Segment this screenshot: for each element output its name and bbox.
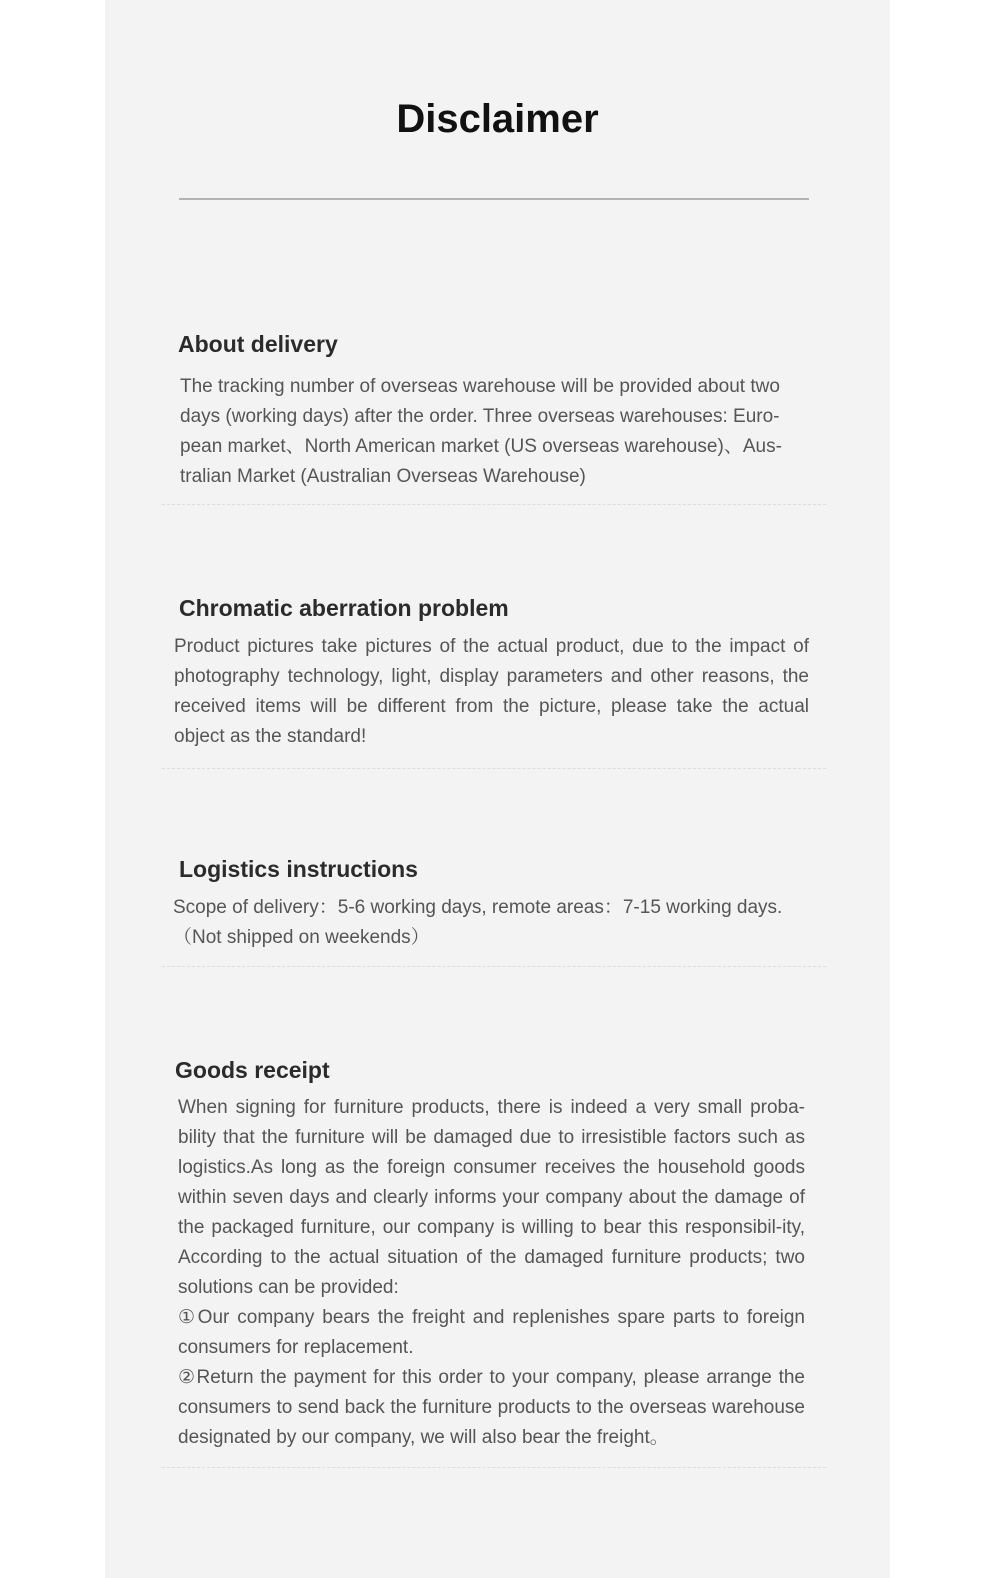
section-divider bbox=[162, 768, 826, 769]
receipt-option-1: ①Our company bears the freight and replenishes spare parts to foreign consumers for replacement. bbox=[178, 1307, 805, 1358]
page-title: Disclaimer bbox=[396, 97, 599, 141]
section-heading-logistics: Logistics instructions bbox=[179, 856, 418, 882]
section-divider bbox=[162, 966, 826, 967]
title-divider bbox=[179, 198, 809, 200]
section-divider bbox=[162, 1467, 826, 1468]
receipt-option-2: ②Return the payment for this order to your company, please arrange the consumers to send back the furniture products to the overseas warehouse designated by our company, we will also bear the freight。 bbox=[178, 1367, 805, 1448]
section-body-logistics: Scope of delivery：5-6 working days, remote areas：7-15 working days.（Not shipped on weekends） bbox=[173, 897, 783, 948]
section-body-chromatic: Product pictures take pictures of the actual product, due to the impact of photography technology, light, display parameters and other reasons, the received items will be different from the picture, please take the actual object as the standard! bbox=[174, 636, 809, 747]
section-body-delivery: The tracking number of overseas warehouse will be provided about two days (working days) after the order. Three overseas warehouses: Euro-pean market、North American market (US overseas warehouse)、Aus-tralian Market (Australian Overseas Warehouse) bbox=[180, 376, 782, 487]
section-heading-receipt: Goods receipt bbox=[175, 1057, 330, 1083]
section-heading-delivery: About delivery bbox=[178, 331, 338, 357]
receipt-paragraph: When signing for furniture products, there is indeed a very small proba-bility that the furniture will be damaged due to irresistible factors such as logistics.As long as the foreign consumer receives the household goods within seven days and clearly informs your company about the damage of the packaged furniture, our company is willing to bear this responsibil-ity, According to the actual situation of the damaged furniture products; two solutions can be provided: bbox=[178, 1097, 805, 1298]
section-body-receipt bbox=[178, 1093, 805, 1453]
disclaimer-page bbox=[105, 0, 890, 1578]
section-heading-chromatic: Chromatic aberration problem bbox=[179, 595, 509, 621]
section-divider bbox=[162, 504, 826, 505]
